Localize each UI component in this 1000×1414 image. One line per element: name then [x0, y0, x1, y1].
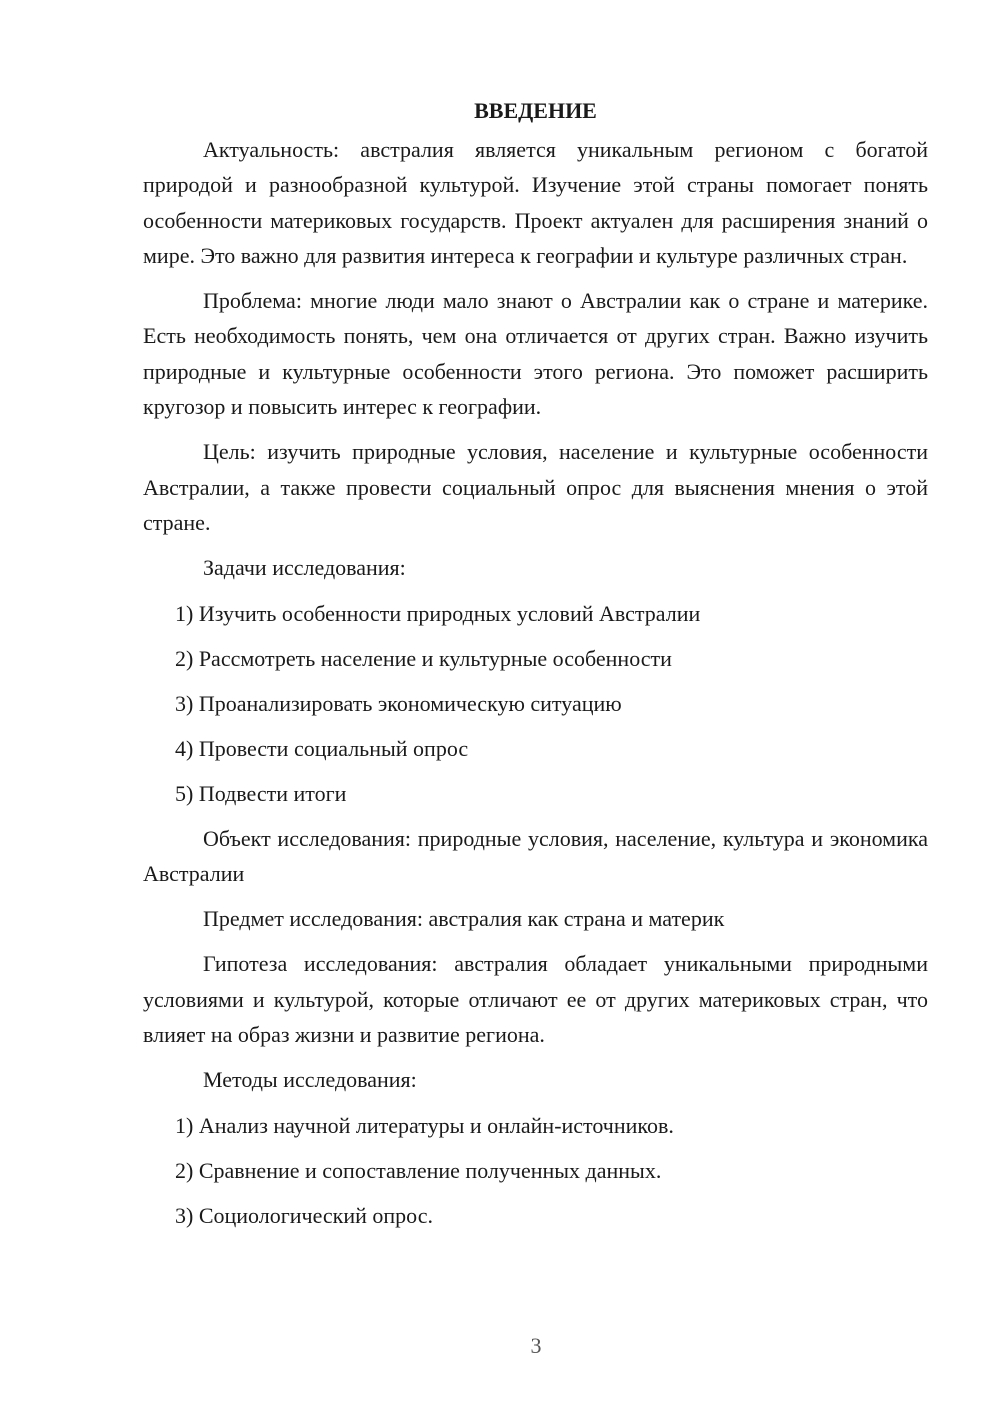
list-item: 2) Рассмотреть население и культурные особенности: [175, 645, 672, 671]
page-number: 3: [530, 1333, 542, 1358]
list-item: 2) Сравнение и сопоставление полученных данных.: [175, 1157, 662, 1183]
relevance-paragraph: Актуальность: австралия является уникальным регионом с богатой природой и разнообразной культурой. Изучение этой страны помогает понять особенности материковых государств. Проект актуален для расширения знаний о мире. Это важно для развития интереса к географии и культуре различных стран.: [143, 137, 928, 268]
document-page: [143, 94, 928, 1233]
methods-list: [143, 1108, 928, 1233]
problem-paragraph: Проблема: многие люди мало знают о Австралии как о стране и материке. Есть необходимость понять, чем она отличается от других стран. Важно изучить природные и культурные особенности этого региона. Это поможет расширить кругозор и повысить интерес к географии.: [143, 288, 928, 420]
list-item: 3) Проанализировать экономическую ситуацию: [175, 690, 622, 716]
goal-paragraph: Цель: изучить природные условия, население и культурные особенности Австралии, а также провести социальный опрос для выяснения мнения о этой стране.: [143, 439, 928, 535]
list-item: 3) Социологический опрос.: [175, 1202, 433, 1228]
object-paragraph: Объект исследования: природные условия, население, культура и экономика Австралии: [143, 825, 928, 886]
list-item: 1) Анализ научной литературы и онлайн-источников.: [175, 1112, 674, 1138]
hypothesis-paragraph: Гипотеза исследования: австралия обладает уникальными природными условиями и культурой, которые отличают ее от других материковых стран, что влияет на образ жизни и развитие региона.: [143, 951, 928, 1048]
methods-heading: Методы исследования:: [203, 1067, 417, 1093]
tasks-heading: Задачи исследования:: [203, 555, 406, 581]
tasks-list: [143, 596, 928, 811]
list-item: 5) Подвести итоги: [175, 780, 347, 806]
list-item: 4) Провести социальный опрос: [175, 735, 469, 761]
list-item: 1) Изучить особенности природных условий Австралии: [175, 600, 701, 626]
subject-paragraph: Предмет исследования: австралия как страна и материк: [203, 906, 725, 932]
page-title: ВВЕДЕНИЕ: [474, 98, 597, 123]
